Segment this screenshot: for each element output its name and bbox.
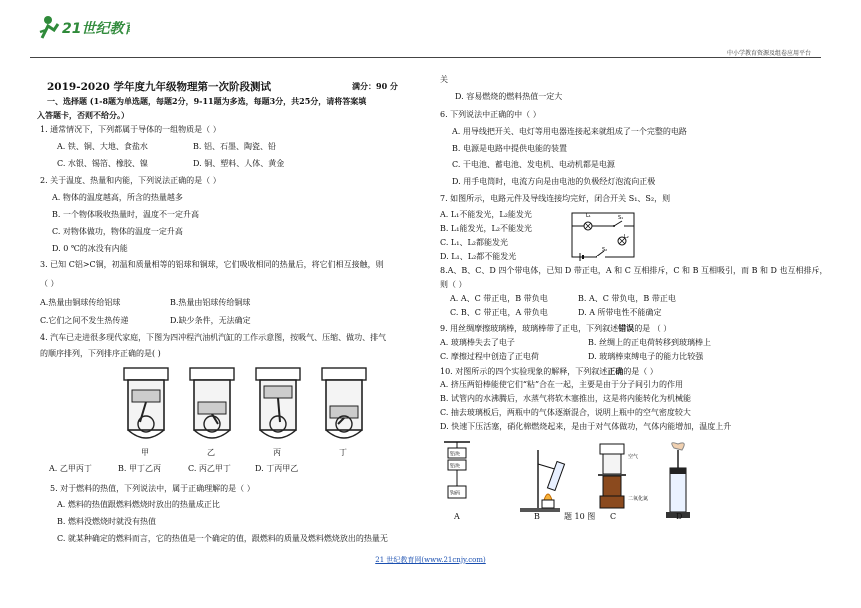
q8-stem-2: 则（ ） bbox=[440, 280, 467, 289]
q5-stem: 5. 对于燃料的热值，下列说法中，属于正确理解的是（ ） bbox=[50, 484, 255, 493]
total-score: 满分：90 分 bbox=[352, 81, 398, 91]
figure-letter-a: A bbox=[454, 512, 460, 521]
figure-b-test-tube bbox=[520, 450, 565, 512]
q3-paren: （ ） bbox=[40, 279, 59, 288]
q3-option-d: D.缺少条件，无法确定 bbox=[170, 316, 251, 325]
q2-option-a: A. 物体的温度越高，所含的热量越多 bbox=[52, 193, 183, 202]
q6-option-a: A. 用导线把开关、电灯等用电器连接起来就组成了一个完整的电路 bbox=[452, 127, 687, 136]
q8-stem: 8.A、B、C、D 四个带电体，已知 D 带正电，A 和 C 互相排斥，C 和 B 互相吸引，而 B 和 D 也互相排斥， bbox=[440, 266, 828, 275]
engine-label-4: 丁 bbox=[339, 448, 347, 457]
q9-option-d: D. 玻璃棒束缚电子的能力比较强 bbox=[588, 352, 704, 361]
q8-option-b: B. A、C 带负电，B 带正电 bbox=[578, 294, 676, 303]
q6-option-c: C. 干电池、蓄电池、发电机、电动机都是电源 bbox=[452, 160, 615, 169]
q7-circuit-diagram bbox=[566, 205, 642, 261]
q3-option-a: A.热量由铜球传给铝球 bbox=[40, 298, 121, 307]
q9-option-c: C. 摩擦过程中创造了正电荷 bbox=[440, 352, 539, 361]
q1-option-b: B. 铝、石墨、陶瓷、铅 bbox=[193, 142, 276, 151]
q10-option-d: D. 快速下压活塞，硝化棉燃烧起来，是由于对气体做功，气体内能增加，温度上升 bbox=[440, 422, 732, 431]
header-rule bbox=[30, 57, 821, 58]
q8-option-d: D. A 所带电性不能确定 bbox=[578, 308, 662, 317]
section-instruction-2: 入答题卡，否则不给分。） bbox=[37, 110, 129, 120]
q5-option-c-cont: 关 bbox=[440, 75, 448, 84]
q3-option-b: B.热量由铝球传给铜球 bbox=[170, 298, 251, 307]
q8-option-c: C. B、C 带正电，A 带负电 bbox=[450, 308, 548, 317]
figure-c-gas-bottles bbox=[598, 444, 648, 508]
footer-link[interactable]: 21 世纪教育网(www.21cnjy.com) bbox=[375, 556, 486, 564]
q10-stem-post: 的是（ ） bbox=[623, 367, 658, 376]
figure-letter-c: C bbox=[610, 512, 617, 521]
q9-option-b: B. 丝绸上的正电荷转移到玻璃棒上 bbox=[588, 338, 711, 347]
q2-option-b: B. 一个物体吸收热量时，温度不一定升高 bbox=[52, 210, 199, 219]
q5-option-c: C. 就某种确定的燃料而言，它的热值是一个确定的值，跟燃料的质量及燃料燃烧放出的热量无 bbox=[57, 534, 388, 543]
q4-stem-2: 的顺序排列，下列排序正确的是( ) bbox=[40, 349, 161, 358]
q7-option-a: A. L₁不能发光，L₂能发光 bbox=[440, 210, 532, 219]
circuit-label-l1: L₁ bbox=[586, 213, 591, 219]
logo-text: 21世纪教育 bbox=[62, 21, 130, 37]
q10-stem bbox=[440, 366, 658, 377]
header-platform-text: 中小学教育资源及组卷应用平台 bbox=[726, 50, 811, 57]
q10-option-c: C. 抽去玻璃板后，两瓶中的气体逐渐混合，说明上瓶中的空气密度较大 bbox=[440, 408, 691, 417]
q6-option-d: D. 用手电筒时，电流方向是由电池的负极经灯泡流向正极 bbox=[452, 177, 656, 186]
tag-lead-2: 铅块 bbox=[450, 463, 461, 470]
q6-option-b: B. 电源是电路中提供电能的装置 bbox=[452, 144, 567, 153]
engine-label-1: 甲 bbox=[141, 448, 149, 457]
q8-option-a: A. A、C 带正电，B 带负电 bbox=[450, 294, 548, 303]
engine-cylinder-4 bbox=[322, 368, 366, 438]
tag-lead-1: 铅块 bbox=[450, 451, 461, 458]
q4-option-c: C. 丙乙甲丁 bbox=[188, 464, 231, 473]
q4-option-d: D. 丁丙甲乙 bbox=[255, 464, 299, 473]
q4-engine-figure bbox=[118, 362, 378, 448]
figure-a-lead-blocks bbox=[444, 442, 470, 498]
q7-option-d: D. L₁、L₂都不能发光 bbox=[440, 252, 517, 261]
q9-stem-post: 的是 （ ） bbox=[634, 324, 672, 333]
q2-option-d: D. 0 ℃的冰没有内能 bbox=[52, 244, 128, 253]
tag-air: 空气 bbox=[628, 454, 639, 460]
q10-option-a: A. 挤压两铅棒能使它们“粘”合在一起，主要是由于分子间引力的作用 bbox=[440, 380, 684, 389]
engine-label-2: 乙 bbox=[207, 448, 215, 457]
q5-option-d: D. 容易燃烧的燃料热值一定大 bbox=[455, 92, 563, 101]
engine-cylinder-2 bbox=[190, 368, 234, 438]
q4-option-a: A. 乙甲丙丁 bbox=[49, 464, 92, 473]
q7-stem: 7. 如图所示，电路元件及导线连接均完好，闭合开关 S₁、S₂，则 bbox=[440, 194, 671, 203]
circuit-label-l2: L₂ bbox=[624, 234, 629, 240]
q10-stem-emphasis: 正确 bbox=[607, 366, 624, 376]
q1-option-a: A. 铁、铜、大地、食盐水 bbox=[57, 142, 148, 151]
q3-stem: 3. 已知 C铝>C铜，初温和质量相等的铝球和铜球，它们吸收相同的热量后，将它们相互接触，则 bbox=[40, 260, 384, 269]
section-instruction-1: 一、选择题 (1-8题为单选题，每题2分，9-11题为多选，每题3分，共25分，请将答案填 bbox=[47, 96, 367, 106]
q6-stem: 6. 下列说法中正确的中（ ） bbox=[440, 110, 541, 119]
q9-stem-pre: 9. 用丝绸摩擦玻璃棒，玻璃棒带了正电，下列叙述 bbox=[440, 324, 619, 333]
figure-letter-b: B bbox=[534, 512, 540, 521]
q3-option-c: C.它们之间不发生热传递 bbox=[40, 316, 129, 325]
figure-caption: 题 10 图 bbox=[564, 512, 596, 521]
circuit-label-s1: S₁ bbox=[618, 215, 624, 221]
site-logo bbox=[38, 12, 130, 42]
engine-cylinder-1 bbox=[124, 368, 168, 438]
engine-cylinder-3 bbox=[256, 368, 300, 438]
figure-letter-d: D bbox=[676, 512, 683, 521]
q1-option-c: C. 水银、锡箔、橡胶、镍 bbox=[57, 159, 148, 168]
q2-stem: 2. 关于温度、热量和内能，下列说法正确的是（ ） bbox=[40, 176, 221, 185]
q9-stem bbox=[440, 323, 671, 334]
page-title: 2019-2020 学年度九年级物理第一次阶段测试 bbox=[47, 81, 271, 93]
q10-stem-pre: 10. 对图所示的四个实验现象的解释，下列叙述 bbox=[440, 367, 608, 376]
q4-option-b: B. 甲丁乙丙 bbox=[118, 464, 161, 473]
q1-stem: 1. 通常情况下，下列都属于导体的一组物质是（ ） bbox=[40, 125, 221, 134]
q2-option-c: C. 对物体做功，物体的温度一定升高 bbox=[52, 227, 183, 236]
q9-stem-emphasis: 错误 bbox=[618, 323, 635, 333]
figure-d-piston bbox=[666, 443, 690, 518]
circuit-label-s2: S₂ bbox=[602, 247, 608, 253]
engine-label-3: 丙 bbox=[273, 448, 281, 457]
q7-option-c: C. L₁、L₂都能发光 bbox=[440, 238, 508, 247]
tag-no2: 二氧化氮 bbox=[628, 496, 649, 502]
q5-option-b: B. 燃料没燃烧时就没有热值 bbox=[57, 517, 156, 526]
q5-option-a: A. 燃料的热值跟燃料燃烧时放出的热量成正比 bbox=[57, 500, 220, 509]
q4-stem: 4. 汽车已走进很多现代家庭，下图为四冲程汽油机汽缸的工作示意图，按吸气、压缩、做功、排气 bbox=[40, 333, 387, 342]
q9-option-a: A. 玻璃棒失去了电子 bbox=[440, 338, 515, 347]
q10-option-b: B. 试管内的水沸腾后，水蒸气将软木塞推出，这是将内能转化为机械能 bbox=[440, 394, 691, 403]
tag-hook-weight: 钩码 bbox=[450, 490, 461, 497]
q1-option-d: D. 铜、塑料、人体、黄金 bbox=[193, 159, 285, 168]
q7-option-b: B. L₁能发光，L₂不能发光 bbox=[440, 224, 533, 233]
